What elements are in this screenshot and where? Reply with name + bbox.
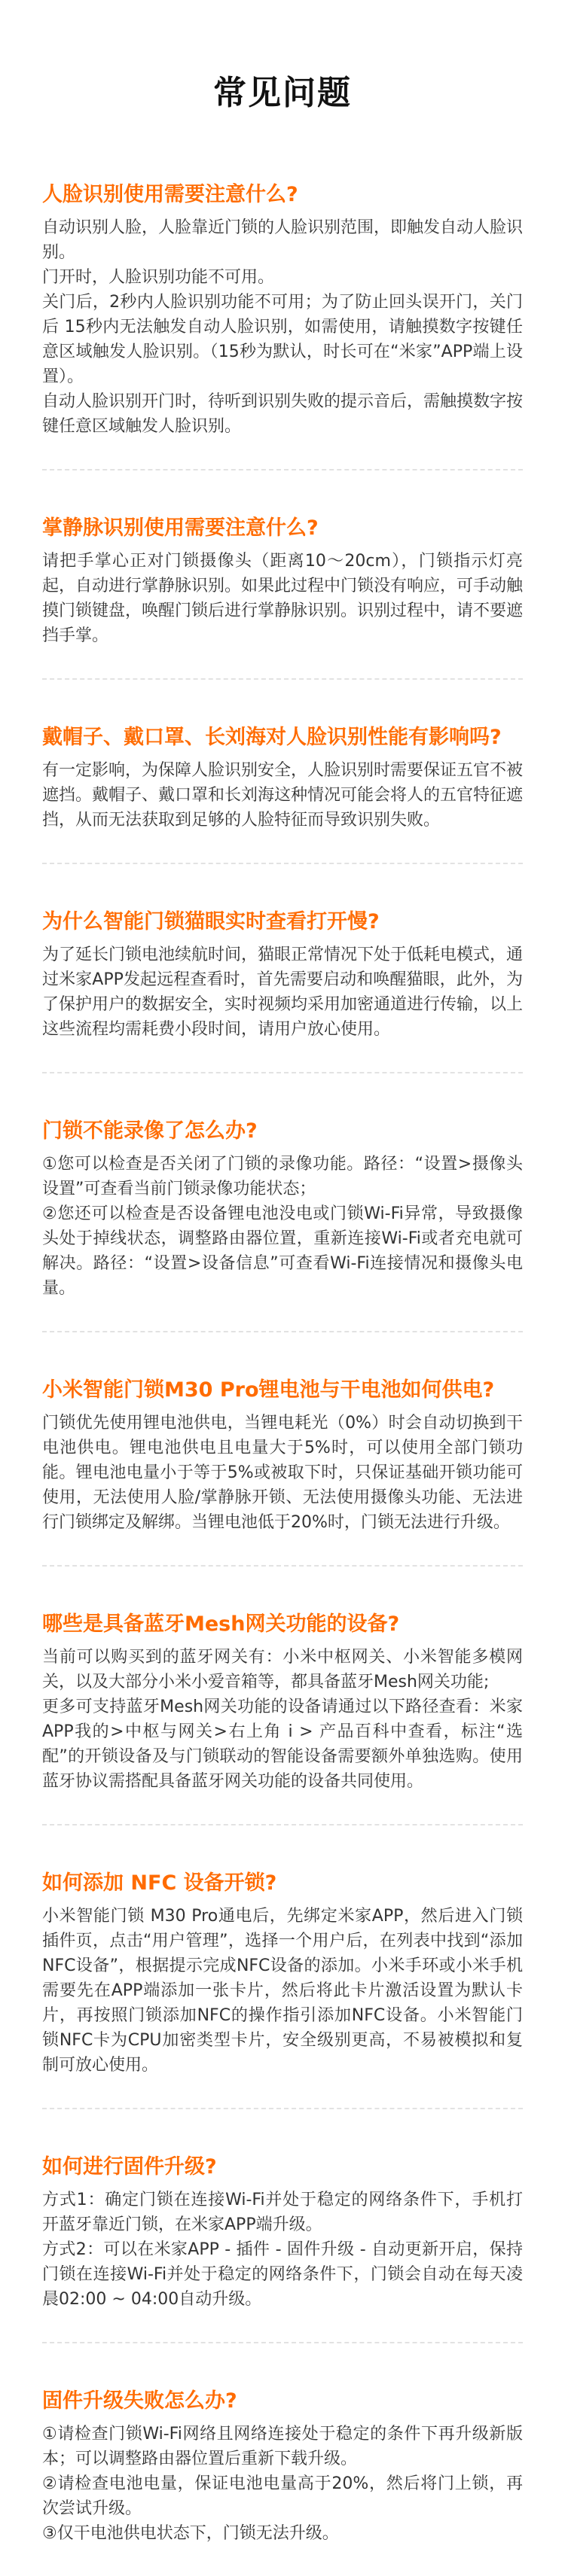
- faq-question: 如何添加 NFC 设备开锁?: [42, 1871, 277, 1895]
- faq-answer-line: 方式2：可以在米家APP - 插件 - 固件升级 - 自动更新开启，保持门锁在连接Wi-Fi并处于稳定的网络条件下，门锁会自动在每天凌晨02:00 ~ 04:00自动升级。: [42, 2240, 523, 2309]
- page-title: 常见问题: [213, 74, 352, 112]
- faq-answer-line: 有一定影响，为保障人脸识别安全，人脸识别时需要保证五官不被遮挡。戴帽子、戴口罩和长刘海这种情况可能会将人的五官特征遮挡，从而无法获取到足够的人脸特征而导致识别失败。: [42, 761, 524, 830]
- faq-question: 为什么智能门锁猫眼实时查看打开慢?: [42, 910, 380, 933]
- faq-answer-line: 请把手掌心正对门锁摄像头（距离10～20cm），门锁指示灯亮起，自动进行掌静脉识别。如果此过程中门锁没有响应，可手动触摸门锁键盘，唤醒门锁后进行掌静脉识别。识别过程中，请不要遮挡手掌。: [42, 552, 524, 645]
- faq-answer-line: ②请检查电池电量，保证电池电量高于20%，然后将门上锁，再次尝试升级。: [42, 2474, 523, 2518]
- faq-question: 戴帽子、戴口罩、长刘海对人脸识别性能有影响吗?: [42, 726, 502, 749]
- faq-answer-line: 为了延长门锁电池续航时间，猫眼正常情况下处于低耗电模式，通过米家APP发起远程查看时，首先需要启动和唤醒猫眼，此外，为了保护用户的数据安全，实时视频均采用加密通道进行传输，以上这些流程均需耗费小段时间，请用户放心使用。: [42, 945, 524, 1039]
- faq-item: [42, 713, 523, 864]
- faq-item: [42, 2142, 523, 2343]
- faq-question: 人脸识别使用需要注意什么?: [42, 183, 298, 206]
- faq-answer-line: 方式1：确定门锁在连接Wi-Fi并处于稳定的网络条件下，手机打开蓝牙靠近门锁，在米家APP端升级。: [42, 2191, 523, 2234]
- faq-answer-line: 当前可以购买到的蓝牙网关有：小米中枢网关、小米智能多模网关，以及大部分小米小爱音箱等，都具备蓝牙Mesh网关功能;: [42, 1648, 523, 1691]
- faq-question: 门锁不能录像了怎么办?: [42, 1119, 258, 1143]
- faq-item: [42, 1859, 523, 2109]
- faq-answer-line: 自动人脸识别开门时，待听到识别失败的提示音后，需触摸数字按键任意区域触发人脸识别。: [42, 392, 524, 436]
- faq-answer-line: 更多可支持蓝牙Mesh网关功能的设备请通过以下路径查看：米家APP我的>中枢与网关>右上角 i > 产品百科中查看，标注“选配”的开锁设备及与门锁联动的智能设备需要额外单独选购。使用蓝牙协议需搭配具备蓝牙网关功能的设备共同使用。: [42, 1698, 523, 1791]
- faq-answer-line: 关门后，2秒内人脸识别功能不可用；为了防止回头误开门，关门后 15秒内无法触发自动人脸识别，如需使用，请触摸数字按键任意区域触发人脸识别。（15秒为默认，时长可在“米家”APP端上设置）。: [42, 293, 523, 386]
- faq-answer-line: ①请检查门锁Wi-Fi网络且网络连接处于稳定的条件下再升级新版本；可以调整路由器位置后重新下载升级。: [42, 2425, 523, 2468]
- faq-question: 如何进行固件升级?: [42, 2155, 217, 2179]
- faq-item: [42, 1366, 523, 1567]
- faq-answer-line: 门锁优先使用锂电池供电，当锂电耗光（0%）时会自动切换到干电池供电。锂电池供电且电量大于5%时，可以使用全部门锁功能。锂电池电量小于等于5%或被取下时，只保证基础开锁功能可使用，无法使用人脸/掌静脉开锁、无法使用摄像头功能、无法进行门锁绑定及解绑。当锂电池低于20%时，门锁无法进行升级。: [42, 1414, 523, 1532]
- faq-answer-line: 门开时，人脸识别功能不可用。: [42, 268, 275, 287]
- faq-item: [42, 2377, 523, 2576]
- faq-answer-line: ②您还可以检查是否设备锂电池没电或门锁Wi-Fi异常，导致摄像头处于掉线状态，调整路由器位置，重新连接Wi-Fi或者充电就可解决。路径：“设置>设备信息”可查看Wi-Fi连接情况和摄像头电量。: [42, 1204, 523, 1298]
- faq-item: [42, 897, 523, 1073]
- faq-answer-line: 自动识别人脸，人脸靠近门锁的人脸识别范围，即触发自动人脸识别。: [42, 218, 524, 262]
- faq-question: 固件升级失败怎么办?: [42, 2389, 237, 2413]
- faq-item: [42, 1600, 523, 1825]
- faq-list: [0, 170, 565, 2576]
- faq-question: 哪些是具备蓝牙Mesh网关功能的设备?: [42, 1612, 400, 1636]
- faq-question: 小米智能门锁M30 Pro锂电池与干电池如何供电?: [42, 1378, 495, 1402]
- faq-answer-line: 小米智能门锁 M30 Pro通电后，先绑定米家APP，然后进入门锁插件页，点击“用户管理”，选择一个用户后，在列表中找到“添加NFC设备”，根据提示完成NFC设备的添加。小米手环或小米手机需要先在APP端添加一张卡片，然后将此卡片激活设置为默认卡片，再按照门锁添加NFC的操作指引添加NFC设备。小米智能门锁NFC卡为CPU加密类型卡片，安全级别更高，不易被模拟和复制可放心使用。: [42, 1907, 523, 2075]
- faq-item: [42, 1107, 523, 1332]
- faq-item: [42, 504, 523, 680]
- faq-question: 掌静脉识别使用需要注意什么?: [42, 516, 319, 540]
- faq-answer-line: ③仅干电池供电状态下，门锁无法升级。: [42, 2524, 339, 2543]
- faq-answer-line: ①您可以检查是否关闭了门锁的录像功能。路径：“设置>摄像头设置”可查看当前门锁录像功能状态；: [42, 1155, 523, 1198]
- faq-item: [42, 170, 523, 470]
